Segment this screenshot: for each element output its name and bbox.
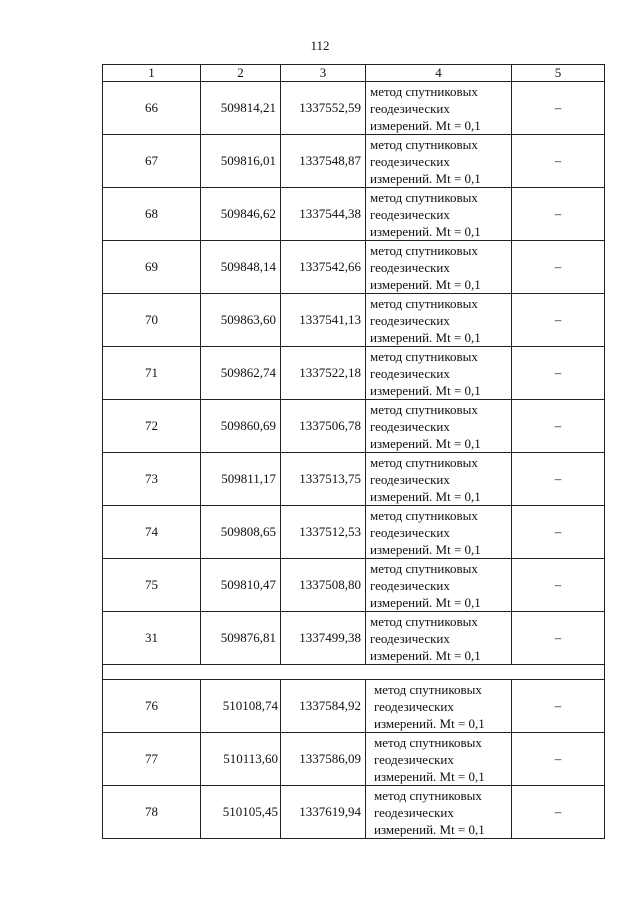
point-number-cell: 76 xyxy=(103,680,201,733)
table-row xyxy=(103,400,605,453)
x-coordinate-cell: 509862,74 xyxy=(201,347,281,400)
point-number-cell: 72 xyxy=(103,400,201,453)
y-coordinate-cell: 1337508,80 xyxy=(281,559,366,612)
header-cell: 3 xyxy=(281,65,366,82)
method-cell: метод спутниковых геодезических измерений. Mt = 0,1 xyxy=(366,506,512,559)
table-row xyxy=(103,135,605,188)
x-coordinate-cell: 509860,69 xyxy=(201,400,281,453)
note-cell: – xyxy=(512,400,605,453)
table-row xyxy=(103,559,605,612)
point-number-cell: 78 xyxy=(103,786,201,839)
method-cell: метод спутниковых геодезических измерений. Mt = 0,1 xyxy=(366,453,512,506)
note-cell: – xyxy=(512,453,605,506)
page-number: 112 xyxy=(310,38,330,53)
note-cell: – xyxy=(512,733,605,786)
header-cell: 4 xyxy=(366,65,512,82)
header-cell: 2 xyxy=(201,65,281,82)
table-row xyxy=(103,453,605,506)
table-row xyxy=(103,506,605,559)
method-cell: метод спутниковых геодезических измерений. Mt = 0,1 xyxy=(366,135,512,188)
y-coordinate-cell: 1337619,94 xyxy=(281,786,366,839)
note-cell: – xyxy=(512,188,605,241)
separator-cell xyxy=(103,665,605,680)
header-cell: 1 xyxy=(103,65,201,82)
table-row xyxy=(103,680,605,733)
y-coordinate-cell: 1337542,66 xyxy=(281,241,366,294)
point-number-cell: 68 xyxy=(103,188,201,241)
point-number-cell: 73 xyxy=(103,453,201,506)
table-row xyxy=(103,612,605,665)
header-cell: 5 xyxy=(512,65,605,82)
point-number-cell: 75 xyxy=(103,559,201,612)
point-number-cell: 66 xyxy=(103,82,201,135)
method-cell: метод спутниковых геодезических измерений. Mt = 0,1 xyxy=(366,612,512,665)
y-coordinate-cell: 1337522,18 xyxy=(281,347,366,400)
note-cell: – xyxy=(512,559,605,612)
x-coordinate-cell: 509811,17 xyxy=(201,453,281,506)
note-cell: – xyxy=(512,786,605,839)
method-cell: метод спутниковых геодезических измерений. Mt = 0,1 xyxy=(366,82,512,135)
note-cell: – xyxy=(512,294,605,347)
method-cell: метод спутниковых геодезических измерений. Mt = 0,1 xyxy=(366,241,512,294)
note-cell: – xyxy=(512,506,605,559)
y-coordinate-cell: 1337506,78 xyxy=(281,400,366,453)
method-cell: метод спутниковых геодезических измерений. Mt = 0,1 xyxy=(366,733,512,786)
point-number-cell: 31 xyxy=(103,612,201,665)
method-cell: метод спутниковых геодезических измерений. Mt = 0,1 xyxy=(366,188,512,241)
separator-row xyxy=(103,665,605,680)
point-number-cell: 71 xyxy=(103,347,201,400)
x-coordinate-cell: 509846,62 xyxy=(201,188,281,241)
table-row xyxy=(103,786,605,839)
point-number-cell: 77 xyxy=(103,733,201,786)
x-coordinate-cell: 509816,01 xyxy=(201,135,281,188)
x-coordinate-cell: 509810,47 xyxy=(201,559,281,612)
coordinates-table xyxy=(102,64,605,839)
x-coordinate-cell: 509876,81 xyxy=(201,612,281,665)
table-row xyxy=(103,294,605,347)
y-coordinate-cell: 1337544,38 xyxy=(281,188,366,241)
table-row xyxy=(103,347,605,400)
table-header-row xyxy=(103,65,605,82)
x-coordinate-cell: 510108,74 xyxy=(201,680,281,733)
x-coordinate-cell: 510105,45 xyxy=(201,786,281,839)
method-cell: метод спутниковых геодезических измерений. Mt = 0,1 xyxy=(366,786,512,839)
method-cell: метод спутниковых геодезических измерений. Mt = 0,1 xyxy=(366,559,512,612)
y-coordinate-cell: 1337552,59 xyxy=(281,82,366,135)
method-cell: метод спутниковых геодезических измерений. Mt = 0,1 xyxy=(366,347,512,400)
table-row xyxy=(103,188,605,241)
method-cell: метод спутниковых геодезических измерений. Mt = 0,1 xyxy=(366,400,512,453)
x-coordinate-cell: 510113,60 xyxy=(201,733,281,786)
note-cell: – xyxy=(512,612,605,665)
point-number-cell: 67 xyxy=(103,135,201,188)
y-coordinate-cell: 1337541,13 xyxy=(281,294,366,347)
table-row xyxy=(103,82,605,135)
note-cell: – xyxy=(512,135,605,188)
point-number-cell: 69 xyxy=(103,241,201,294)
y-coordinate-cell: 1337548,87 xyxy=(281,135,366,188)
note-cell: – xyxy=(512,680,605,733)
note-cell: – xyxy=(512,82,605,135)
y-coordinate-cell: 1337499,38 xyxy=(281,612,366,665)
y-coordinate-cell: 1337513,75 xyxy=(281,453,366,506)
y-coordinate-cell: 1337586,09 xyxy=(281,733,366,786)
point-number-cell: 70 xyxy=(103,294,201,347)
x-coordinate-cell: 509848,14 xyxy=(201,241,281,294)
x-coordinate-cell: 509808,65 xyxy=(201,506,281,559)
note-cell: – xyxy=(512,241,605,294)
point-number-cell: 74 xyxy=(103,506,201,559)
y-coordinate-cell: 1337584,92 xyxy=(281,680,366,733)
x-coordinate-cell: 509814,21 xyxy=(201,82,281,135)
table-row xyxy=(103,241,605,294)
method-cell: метод спутниковых геодезических измерений. Mt = 0,1 xyxy=(366,680,512,733)
table-row xyxy=(103,733,605,786)
y-coordinate-cell: 1337512,53 xyxy=(281,506,366,559)
method-cell: метод спутниковых геодезических измерений. Mt = 0,1 xyxy=(366,294,512,347)
x-coordinate-cell: 509863,60 xyxy=(201,294,281,347)
note-cell: – xyxy=(512,347,605,400)
